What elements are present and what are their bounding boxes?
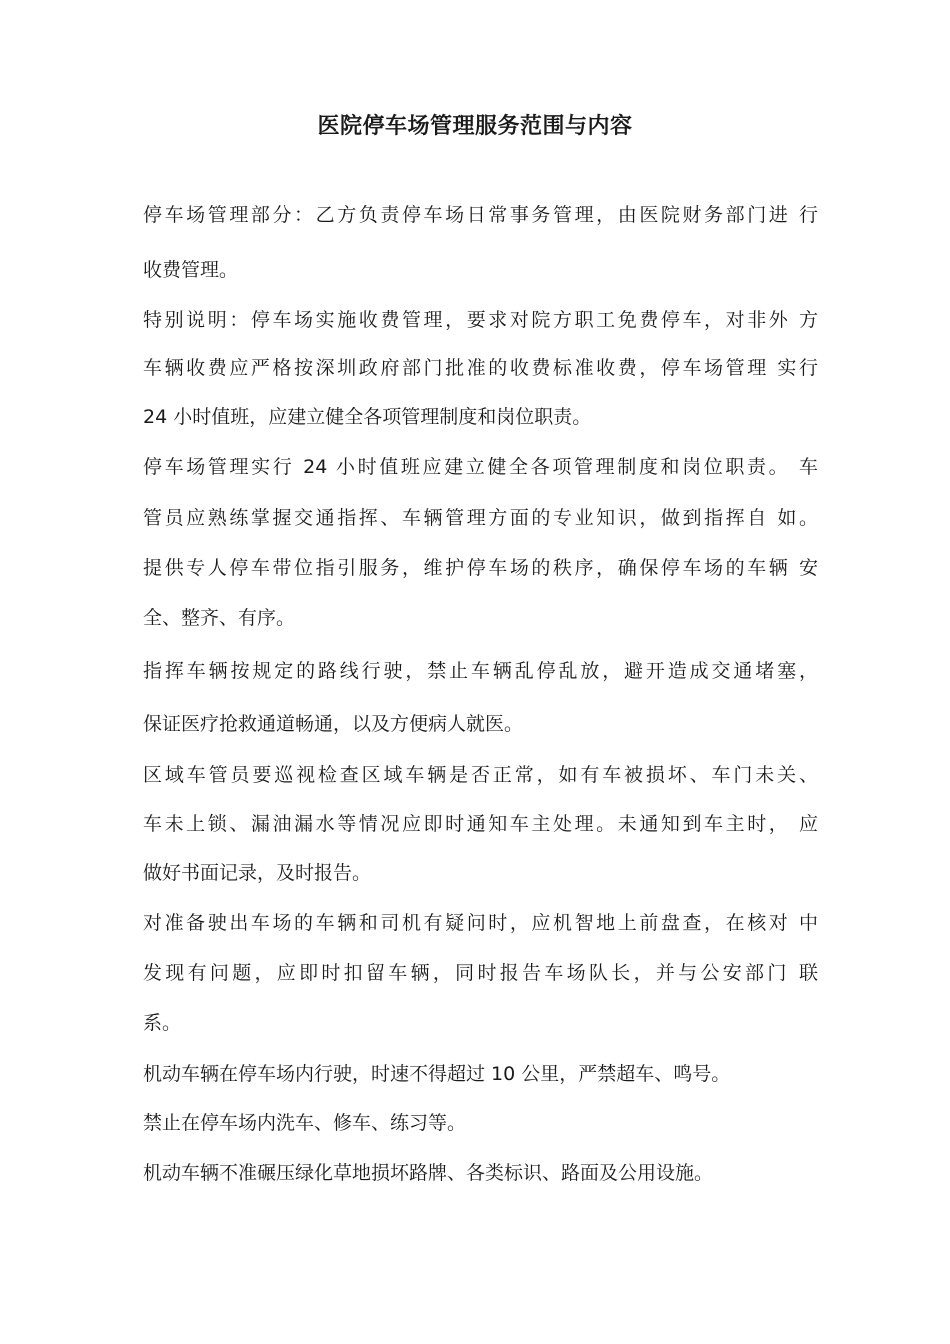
body-line: 停车场管理部分：乙方负责停车场日常事务管理，由医院财务部门进 行 [143, 204, 818, 226]
body-line: 机动车辆在停车场内行驶，时速不得超过 10 公里，严禁超车、鸣号。 [143, 1063, 731, 1085]
body-line: 提供专人停车带位指引服务，维护停车场的秩序，确保停车场的车辆 安 [143, 557, 818, 579]
page-title: 医院停车场管理服务范围与内容 [317, 114, 633, 139]
body-line: 车辆收费应严格按深圳政府部门批准的收费标准收费，停车场管理 实行 [143, 357, 818, 379]
body-line: 24 小时值班，应建立健全各项管理制度和岗位职责。 [143, 406, 592, 428]
body-line: 保证医疗抢救通道畅通，以及方便病人就医。 [143, 713, 524, 735]
body-line: 发现有问题，应即时扣留车辆，同时报告车场队长，并与公安部门 联 [143, 962, 818, 984]
body-line: 机动车辆不准碾压绿化草地损坏路牌、各类标识、路面及公用设施。 [143, 1162, 714, 1184]
body-line: 全、整齐、有序。 [143, 607, 296, 629]
body-line: 指挥车辆按规定的路线行驶，禁止车辆乱停乱放，避开造成交通堵塞， [143, 660, 818, 682]
body-line: 车未上锁、漏油漏水等情况应即时通知车主处理。未通知到车主时， 应 [143, 813, 818, 835]
body-line: 收费管理。 [143, 259, 239, 281]
body-line: 做好书面记录，及时报告。 [143, 862, 372, 884]
body-line: 对准备驶出车场的车辆和司机有疑问时，应机智地上前盘查，在核对 中 [143, 912, 818, 934]
body-line: 禁止在停车场内洗车、修车、练习等。 [143, 1112, 467, 1134]
body-line: 特别说明：停车场实施收费管理，要求对院方职工免费停车，对非外 方 [143, 309, 818, 331]
body-line: 系。 [143, 1012, 182, 1034]
body-line: 管员应熟练掌握交通指挥、车辆管理方面的专业知识，做到指挥自 如。 [143, 507, 818, 529]
body-line: 区域车管员要巡视检查区域车辆是否正常，如有车被损坏、车门未关、 [143, 764, 818, 786]
body-line: 停车场管理实行 24 小时值班应建立健全各项管理制度和岗位职责。 车 [143, 456, 818, 478]
